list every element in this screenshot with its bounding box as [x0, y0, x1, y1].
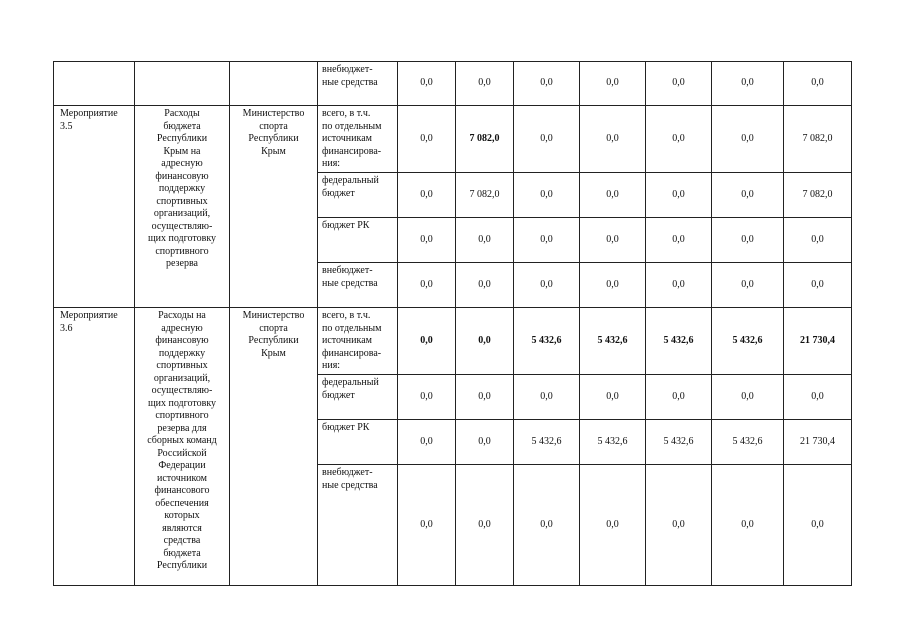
activity-cell [54, 62, 135, 106]
table-row [54, 308, 852, 375]
value-cell: 0,0 [456, 465, 514, 586]
value-cell: 5 432,6 [712, 420, 784, 465]
ministry-cell [230, 62, 318, 106]
value-cell: 0,0 [784, 375, 852, 420]
value-cell: 5 432,6 [712, 308, 784, 375]
value-cell: 0,0 [712, 173, 784, 218]
value-cell: 5 432,6 [646, 308, 712, 375]
value-cell: 0,0 [514, 375, 580, 420]
funding-source-cell: бюджет РК [318, 218, 398, 263]
funding-source-cell: внебюджет- ные средства [318, 465, 398, 586]
value-cell: 0,0 [456, 263, 514, 308]
expense-description-cell [135, 62, 230, 106]
value-cell: 0,0 [514, 218, 580, 263]
value-cell: 0,0 [514, 465, 580, 586]
expense-description-cell: Расходы бюджета Республики Крым на адресную финансовую поддержку спортивных организаций, осуществляю- щих подготовку спортивного резерва [135, 106, 230, 308]
value-cell: 0,0 [398, 308, 456, 375]
value-cell: 5 432,6 [514, 308, 580, 375]
ministry-cell: Министерство спорта Республики Крым [230, 308, 318, 586]
value-cell: 0,0 [398, 106, 456, 173]
value-cell: 0,0 [646, 375, 712, 420]
value-cell: 0,0 [646, 263, 712, 308]
value-cell: 5 432,6 [646, 420, 712, 465]
value-cell: 0,0 [514, 106, 580, 173]
value-cell: 7 082,0 [784, 173, 852, 218]
value-cell: 0,0 [580, 263, 646, 308]
value-cell: 0,0 [646, 173, 712, 218]
value-cell: 0,0 [398, 62, 456, 106]
funding-source-cell: федеральный бюджет [318, 375, 398, 420]
expense-description-cell: Расходы на адресную финансовую поддержку спортивных организаций, осуществляю- щих подготовку спортивного резерва для сборных команд Российской Федерации источником финансового обеспечения которых являются средства бюджета Республики [135, 308, 230, 586]
value-cell: 0,0 [514, 173, 580, 218]
value-cell: 0,0 [646, 465, 712, 586]
table-row [54, 62, 852, 106]
value-cell: 0,0 [398, 465, 456, 586]
value-cell: 0,0 [398, 173, 456, 218]
value-cell: 0,0 [456, 218, 514, 263]
value-cell: 0,0 [580, 106, 646, 173]
value-cell: 0,0 [514, 62, 580, 106]
funding-source-cell: федеральный бюджет [318, 173, 398, 218]
value-cell: 0,0 [784, 465, 852, 586]
value-cell: 5 432,6 [580, 420, 646, 465]
value-cell: 0,0 [712, 375, 784, 420]
table-body [54, 62, 852, 586]
financing-table [53, 61, 852, 586]
value-cell: 21 730,4 [784, 308, 852, 375]
value-cell: 0,0 [784, 62, 852, 106]
value-cell: 5 432,6 [514, 420, 580, 465]
value-cell: 0,0 [712, 263, 784, 308]
value-cell: 0,0 [580, 173, 646, 218]
value-cell: 7 082,0 [456, 106, 514, 173]
activity-cell: Мероприятие 3.6 [54, 308, 135, 586]
value-cell: 0,0 [456, 375, 514, 420]
funding-source-cell: бюджет РК [318, 420, 398, 465]
funding-source-cell: внебюджет- ные средства [318, 62, 398, 106]
value-cell: 0,0 [580, 218, 646, 263]
value-cell: 7 082,0 [784, 106, 852, 173]
value-cell: 0,0 [580, 62, 646, 106]
value-cell: 0,0 [712, 465, 784, 586]
value-cell: 0,0 [456, 308, 514, 375]
funding-source-cell: всего, в т.ч. по отдельным источникам финансирова- ния: [318, 106, 398, 173]
value-cell: 7 082,0 [456, 173, 514, 218]
table-row [54, 106, 852, 173]
value-cell: 0,0 [784, 263, 852, 308]
value-cell: 0,0 [456, 420, 514, 465]
value-cell: 0,0 [646, 106, 712, 173]
value-cell: 0,0 [580, 375, 646, 420]
activity-cell: Мероприятие 3.5 [54, 106, 135, 308]
ministry-cell: Министерство спорта Республики Крым [230, 106, 318, 308]
value-cell: 0,0 [646, 218, 712, 263]
value-cell: 0,0 [398, 263, 456, 308]
value-cell: 0,0 [712, 62, 784, 106]
value-cell: 0,0 [580, 465, 646, 586]
value-cell: 0,0 [514, 263, 580, 308]
value-cell: 0,0 [398, 218, 456, 263]
value-cell: 0,0 [398, 420, 456, 465]
value-cell: 0,0 [646, 62, 712, 106]
value-cell: 0,0 [784, 218, 852, 263]
funding-source-cell: внебюджет- ные средства [318, 263, 398, 308]
value-cell: 0,0 [456, 62, 514, 106]
value-cell: 0,0 [398, 375, 456, 420]
value-cell: 0,0 [712, 106, 784, 173]
value-cell: 5 432,6 [580, 308, 646, 375]
value-cell: 21 730,4 [784, 420, 852, 465]
funding-source-cell: всего, в т.ч. по отдельным источникам финансирова- ния: [318, 308, 398, 375]
value-cell: 0,0 [712, 218, 784, 263]
